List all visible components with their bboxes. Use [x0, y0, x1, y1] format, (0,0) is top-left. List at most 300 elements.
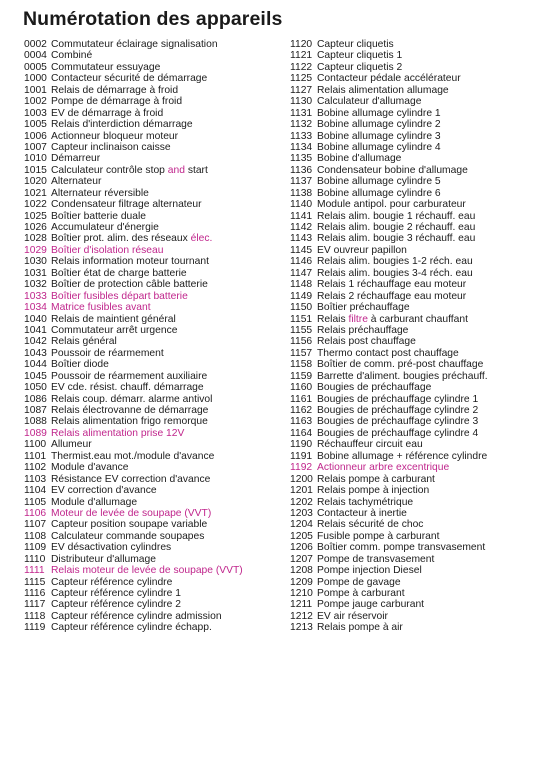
- device-label: Capteur référence cylindre 1: [51, 588, 181, 599]
- device-label-after: à carburant chauffant: [367, 313, 468, 325]
- device-code: 1130: [290, 96, 313, 108]
- device-label: Boîtier de protection câble batterie: [51, 279, 208, 291]
- device-label: Pompe injection Diesel: [317, 565, 422, 577]
- device-entry-1212: [290, 611, 550, 622]
- device-entry-1006: [24, 131, 290, 142]
- device-entry-1131: [290, 108, 550, 119]
- device-code: 1107: [24, 519, 47, 531]
- device-entry-1010: [24, 153, 290, 164]
- device-label: Module d'avance: [51, 462, 129, 474]
- device-label: Actionneur arbre excentrique: [317, 462, 450, 474]
- device-entry-1040: [24, 314, 290, 325]
- device-code: 1202: [290, 496, 313, 508]
- device-label: Bobine allumage cylindre 2: [317, 119, 441, 131]
- device-entry-1119: [24, 622, 290, 633]
- device-label: Bobine allumage cylindre 1: [317, 107, 441, 119]
- device-label: Contacteur pédale accélérateur: [317, 73, 461, 85]
- device-entry-1133: [290, 131, 550, 142]
- device-code: 1203: [290, 507, 313, 519]
- device-code: 1127: [290, 84, 313, 96]
- device-code: 1001: [24, 84, 47, 96]
- device-code: 1015: [24, 164, 47, 176]
- device-code: 1033: [24, 290, 47, 302]
- device-label: Relais alimentation prise 12V: [51, 427, 185, 439]
- device-code: 1136: [290, 164, 313, 176]
- device-entry-1106: [24, 508, 290, 519]
- device-entry-1032: [24, 279, 290, 290]
- device-entry-1149: [290, 291, 550, 302]
- device-label: Relais alim. bougies 3-4 réch. eau: [317, 267, 473, 279]
- device-label: Bougies de préchauffage cylindre 2: [317, 405, 479, 416]
- device-entry-1041: [24, 325, 290, 336]
- device-entry-1205: [290, 531, 550, 542]
- device-code: 1211: [290, 599, 313, 611]
- device-code: 1204: [290, 519, 313, 531]
- device-code: 1206: [290, 542, 313, 554]
- device-label: Moteur de levée de soupape (VVT): [51, 507, 212, 519]
- device-code: 1109: [24, 542, 47, 554]
- device-label: Commutateur arrêt urgence: [51, 324, 178, 336]
- device-entry-1108: [24, 531, 290, 542]
- device-entry-1138: [290, 188, 550, 199]
- device-code: 1118: [24, 610, 46, 622]
- device-entry-1141: [290, 211, 550, 222]
- device-label: Alternateur réversible: [51, 187, 149, 199]
- device-entry-1103: [24, 474, 290, 485]
- device-entry-1132: [290, 119, 550, 130]
- device-label: Relais: [317, 313, 349, 325]
- device-code: 1143: [290, 233, 313, 245]
- left-column-list: [24, 39, 290, 634]
- device-entry-1207: [290, 554, 550, 565]
- device-entry-1111: [24, 565, 290, 576]
- device-code: 1022: [24, 199, 47, 211]
- device-code: 1028: [24, 233, 47, 245]
- device-label: EV cde. résist. chauff. démarrage: [51, 382, 204, 394]
- device-code: 1106: [24, 507, 47, 519]
- device-entry-1007: [24, 142, 290, 153]
- device-entry-1162: [290, 405, 550, 416]
- device-label: Relais de démarrage à froid: [51, 84, 179, 96]
- device-code: 1032: [24, 279, 47, 291]
- device-entry-1140: [290, 199, 550, 210]
- device-label: Thermist.eau mot./module d'avance: [51, 450, 215, 462]
- device-label: Module antipol. pour carburateur: [317, 199, 466, 211]
- device-entry-1034: [24, 302, 290, 313]
- device-code: 1116: [24, 588, 46, 599]
- device-code: 1086: [24, 393, 47, 405]
- device-code: 1026: [24, 222, 47, 233]
- device-entry-1125: [290, 73, 550, 84]
- device-code: 1040: [24, 313, 47, 325]
- device-label: Relais 1 réchauffage eau moteur: [317, 279, 467, 291]
- device-code: 1207: [290, 553, 313, 565]
- device-code: 1087: [24, 405, 47, 416]
- device-entry-1115: [24, 577, 290, 588]
- device-label: Module d'allumage: [51, 496, 138, 508]
- device-label: Bougies de préchauffage cylindre 4: [317, 427, 479, 439]
- device-code: 1050: [24, 382, 47, 394]
- device-label: Capteur cliquetis: [317, 39, 394, 50]
- device-code: 1025: [24, 210, 47, 222]
- device-code: 1021: [24, 187, 47, 199]
- device-entry-0002: [24, 39, 290, 50]
- device-code: 1029: [24, 244, 47, 256]
- device-entry-1135: [290, 153, 550, 164]
- device-code: 1007: [24, 141, 47, 153]
- device-entry-1203: [290, 508, 550, 519]
- device-code: 1132: [290, 119, 313, 131]
- device-entry-0004: [24, 50, 290, 61]
- device-entry-1155: [290, 325, 550, 336]
- device-label: Commutateur essuyage: [51, 61, 161, 73]
- device-entry-1042: [24, 336, 290, 347]
- device-code: 1006: [24, 130, 47, 142]
- device-label: Relais sécurité de choc: [317, 519, 424, 531]
- device-label: Bougies de préchauffage cylindre 3: [317, 416, 479, 428]
- device-code: 1160: [290, 382, 313, 394]
- device-code: 1149: [290, 290, 313, 302]
- device-code: 1145: [290, 244, 313, 256]
- device-label: Relais électrovanne de démarrage: [51, 405, 209, 416]
- device-entry-1033: [24, 291, 290, 302]
- device-label: Démarreur: [51, 153, 101, 165]
- device-label: Réchauffeur circuit eau: [317, 439, 423, 451]
- device-label: Contacteur sécurité de démarrage: [51, 73, 208, 85]
- device-code: 1201: [290, 485, 313, 497]
- device-code: 1125: [290, 73, 313, 85]
- device-label: Relais alim. bougie 1 réchauff. eau: [317, 210, 476, 222]
- device-entry-1210: [290, 588, 550, 599]
- right-column-list: [290, 39, 550, 634]
- device-label: Fusible pompe à carburant: [317, 530, 440, 542]
- device-label: Combiné: [51, 50, 93, 62]
- device-code: 1089: [24, 427, 47, 439]
- device-label: Bobine allumage cylindre 6: [317, 187, 441, 199]
- device-label: Relais pompe à injection: [317, 485, 430, 497]
- device-label: Boîtier diode: [51, 359, 109, 371]
- device-entry-1134: [290, 142, 550, 153]
- device-code: 1000: [24, 73, 47, 85]
- device-entry-1118: [24, 611, 290, 622]
- device-entry-1001: [24, 85, 290, 96]
- device-label: Relais alimentation frigo remorque: [51, 416, 208, 428]
- device-entry-1206: [290, 542, 550, 553]
- device-code: 1005: [24, 119, 47, 131]
- device-label: Pompe de transvasement: [317, 553, 435, 565]
- device-code: 1212: [290, 610, 313, 622]
- device-code: 1102: [24, 462, 47, 474]
- device-code: 1119: [24, 622, 46, 634]
- device-label: Boîtier d'isolation réseau: [51, 244, 164, 256]
- device-label: Barrette d'aliment. bougies préchauff.: [317, 370, 488, 382]
- device-entry-1101: [24, 451, 290, 462]
- device-code: 1101: [24, 450, 47, 462]
- device-entry-1002: [24, 96, 290, 107]
- device-code: 1103: [24, 473, 47, 485]
- device-entry-1120: [290, 39, 550, 50]
- device-code: 1034: [24, 302, 47, 314]
- device-label: Allumeur: [51, 439, 92, 451]
- device-entry-1159: [290, 371, 550, 382]
- device-code: 1191: [290, 450, 313, 462]
- device-code: 1141: [290, 210, 313, 222]
- device-entry-1003: [24, 108, 290, 119]
- device-label: EV correction d'avance: [51, 485, 157, 497]
- device-code: 1156: [290, 336, 313, 348]
- device-label: Capteur référence cylindre: [51, 576, 173, 588]
- device-entry-1031: [24, 268, 290, 279]
- device-label: Relais tachymétrique: [317, 496, 414, 508]
- device-entry-1163: [290, 416, 550, 427]
- device-label: Capteur référence cylindre admission: [51, 610, 222, 622]
- device-entry-1190: [290, 439, 550, 450]
- device-entry-1213: [290, 622, 550, 633]
- device-code: 1031: [24, 267, 47, 279]
- device-code: 1158: [290, 359, 313, 371]
- device-label: Capteur cliquetis 1: [317, 50, 403, 62]
- device-label: Boîtier préchauffage: [317, 302, 410, 314]
- device-label: Relais de maintient général: [51, 313, 176, 325]
- device-label: Bougies de préchauffage cylindre 1: [317, 393, 479, 405]
- device-code: 1138: [290, 187, 313, 199]
- device-code: 1157: [290, 347, 313, 359]
- device-label: Boîtier comm. pompe transvasement: [317, 542, 486, 554]
- device-label: Relais pompe à carburant: [317, 473, 435, 485]
- device-entry-1025: [24, 211, 290, 222]
- device-label: Relais coup. démarr. alarme antivol: [51, 393, 213, 405]
- device-code: 0005: [24, 61, 47, 73]
- device-label: Relais alim. bougie 2 réchauff. eau: [317, 222, 476, 233]
- device-label: Commutateur éclairage signalisation: [51, 39, 218, 50]
- device-code: 1192: [290, 462, 313, 474]
- device-code: 1117: [24, 599, 46, 611]
- device-label-highlight: filtre: [348, 313, 368, 325]
- device-code: 0002: [24, 39, 47, 50]
- device-entry-1191: [290, 451, 550, 462]
- device-code: 1100: [24, 439, 47, 451]
- device-label: Relais d'interdiction démarrage: [51, 119, 193, 131]
- device-label: Bobine allumage cylindre 5: [317, 176, 441, 188]
- device-code: 1030: [24, 256, 47, 268]
- device-code: 1200: [290, 473, 313, 485]
- device-label: Relais alim. bougie 3 réchauff. eau: [317, 233, 476, 245]
- device-label: Capteur référence cylindre échapp.: [51, 622, 212, 634]
- device-label: Distributeur d'allumage: [51, 553, 156, 565]
- device-code: 1010: [24, 153, 47, 165]
- device-code: 1163: [290, 416, 313, 428]
- device-label: Boîtier fusibles départ batterie: [51, 290, 188, 302]
- device-code: 1137: [290, 176, 313, 188]
- device-label: Relais post chauffage: [317, 336, 416, 348]
- device-code: 1111: [24, 565, 45, 577]
- device-label-highlight: and: [167, 164, 185, 176]
- device-code: 1150: [290, 302, 313, 314]
- device-entry-1102: [24, 462, 290, 473]
- device-entry-1050: [24, 382, 290, 393]
- device-entry-1044: [24, 359, 290, 370]
- device-label: EV de démarrage à froid: [51, 107, 164, 119]
- device-entry-1005: [24, 119, 290, 130]
- device-label: Capteur position soupape variable: [51, 519, 208, 531]
- device-entry-1209: [290, 577, 550, 588]
- device-label: Relais pompe à air: [317, 622, 403, 634]
- device-label: Poussoir de réarmement: [51, 347, 164, 359]
- device-code: 1121: [290, 50, 313, 62]
- device-code: 1159: [290, 370, 313, 382]
- device-entry-1158: [290, 359, 550, 370]
- device-entry-1200: [290, 474, 550, 485]
- device-code: 1133: [290, 130, 313, 142]
- device-label: Poussoir de réarmement auxiliaire: [51, 370, 208, 382]
- device-entry-1021: [24, 188, 290, 199]
- device-code: 1108: [24, 530, 47, 542]
- device-entry-1110: [24, 554, 290, 565]
- device-entry-1020: [24, 176, 290, 187]
- device-entry-1109: [24, 542, 290, 553]
- device-code: 1120: [290, 39, 313, 50]
- device-code: 1164: [290, 427, 313, 439]
- device-entry-1015: [24, 165, 290, 176]
- device-label: Relais préchauffage: [317, 324, 409, 336]
- device-label: Pompe de gavage: [317, 576, 401, 588]
- device-code: 1135: [290, 153, 313, 165]
- device-label: EV ouvreur papillon: [317, 244, 407, 256]
- device-label: Relais 2 réchauffage eau moteur: [317, 290, 467, 302]
- device-entry-1028: [24, 233, 290, 244]
- device-code: 1209: [290, 576, 313, 588]
- device-code: 1161: [290, 393, 313, 405]
- device-label-highlight: élec.: [190, 233, 213, 245]
- device-code: 1151: [290, 313, 313, 325]
- device-entry-1160: [290, 382, 550, 393]
- device-code: 1115: [24, 576, 46, 588]
- device-code: 1190: [290, 439, 313, 451]
- device-code: 1110: [24, 553, 46, 565]
- device-label: Calculateur d'allumage: [317, 96, 422, 108]
- device-code: 1210: [290, 588, 313, 599]
- device-label: Boîtier état de charge batterie: [51, 267, 187, 279]
- device-label: Bobine allumage cylindre 3: [317, 130, 441, 142]
- device-code: 1003: [24, 107, 47, 119]
- device-entry-1150: [290, 302, 550, 313]
- device-entry-1030: [24, 256, 290, 267]
- device-entry-1204: [290, 519, 550, 530]
- device-entry-1000: [24, 73, 290, 84]
- device-label: Pompe jauge carburant: [317, 599, 425, 611]
- device-code: 1041: [24, 324, 47, 336]
- device-entry-1192: [290, 462, 550, 473]
- device-code: 1122: [290, 61, 313, 73]
- device-label: Relais alimentation allumage: [317, 84, 449, 96]
- device-entry-1122: [290, 62, 550, 73]
- device-label-after: start: [184, 164, 208, 176]
- device-entry-1164: [290, 428, 550, 439]
- device-entry-1127: [290, 85, 550, 96]
- device-entry-1137: [290, 176, 550, 187]
- device-code: 1045: [24, 370, 47, 382]
- device-code: 1105: [24, 496, 47, 508]
- device-code: 1134: [290, 141, 313, 153]
- device-label: Bobine d'allumage: [317, 153, 402, 165]
- device-label: Condensateur bobine d'allumage: [317, 164, 468, 176]
- page-title: Numérotation des appareils: [23, 8, 283, 30]
- device-entry-1136: [290, 165, 550, 176]
- device-label: Boîtier de comm. pré-post chauffage: [317, 359, 484, 371]
- device-label: Calculateur commande soupapes: [51, 530, 205, 542]
- device-label: Condensateur filtrage alternateur: [51, 199, 202, 211]
- device-label: Capteur inclinaison caisse: [51, 141, 171, 153]
- device-entry-1142: [290, 222, 550, 233]
- device-label: Boîtier prot. alim. des réseaux: [51, 233, 191, 245]
- device-entry-1202: [290, 497, 550, 508]
- device-entry-0005: [24, 62, 290, 73]
- device-entry-1045: [24, 371, 290, 382]
- device-entry-1026: [24, 222, 290, 233]
- device-code: 1213: [290, 622, 313, 634]
- device-code: 1002: [24, 96, 47, 108]
- device-label: Thermo contact post chauffage: [317, 347, 459, 359]
- device-entry-1029: [24, 245, 290, 256]
- device-entry-1130: [290, 96, 550, 107]
- device-entry-1087: [24, 405, 290, 416]
- device-code: 1131: [290, 107, 313, 119]
- device-code: 1146: [290, 256, 313, 268]
- device-label: Bobine allumage cylindre 4: [317, 141, 441, 153]
- device-entry-1143: [290, 233, 550, 244]
- device-entry-1147: [290, 268, 550, 279]
- device-entry-1116: [24, 588, 290, 599]
- device-code: 1155: [290, 324, 313, 336]
- device-label: Actionneur bloqueur moteur: [51, 130, 179, 142]
- device-entry-1022: [24, 199, 290, 210]
- device-label: Alternateur: [51, 176, 102, 188]
- device-entry-1104: [24, 485, 290, 496]
- device-code: 1020: [24, 176, 47, 188]
- device-entry-1100: [24, 439, 290, 450]
- device-code: 1043: [24, 347, 47, 359]
- device-label: Relais moteur de levée de soupape (VVT): [51, 565, 243, 577]
- device-entry-1086: [24, 394, 290, 405]
- device-entry-1089: [24, 428, 290, 439]
- device-code: 1148: [290, 279, 313, 291]
- device-entry-1117: [24, 599, 290, 610]
- device-label: Boîtier batterie duale: [51, 210, 147, 222]
- device-entry-1043: [24, 348, 290, 359]
- device-entry-1151: [290, 314, 550, 325]
- device-entry-1157: [290, 348, 550, 359]
- device-entry-1208: [290, 565, 550, 576]
- device-label: Résistance EV correction d'avance: [51, 473, 211, 485]
- device-code: 1088: [24, 416, 47, 428]
- device-label: Capteur référence cylindre 2: [51, 599, 181, 611]
- device-entry-1148: [290, 279, 550, 290]
- device-entry-1201: [290, 485, 550, 496]
- device-entry-1121: [290, 50, 550, 61]
- device-code: 1208: [290, 565, 313, 577]
- device-label: EV air réservoir: [317, 610, 388, 622]
- device-label: Bougies de préchauffage: [317, 382, 432, 394]
- device-label: Pompe de démarrage à froid: [51, 96, 183, 108]
- device-entry-1107: [24, 519, 290, 530]
- device-label: Relais alim. bougies 1-2 réch. eau: [317, 256, 473, 268]
- device-label: Relais général: [51, 336, 117, 348]
- device-code: 1140: [290, 199, 313, 211]
- device-code: 1162: [290, 405, 313, 416]
- device-entry-1211: [290, 599, 550, 610]
- device-entry-1156: [290, 336, 550, 347]
- device-label: Calculateur contrôle stop: [51, 164, 168, 176]
